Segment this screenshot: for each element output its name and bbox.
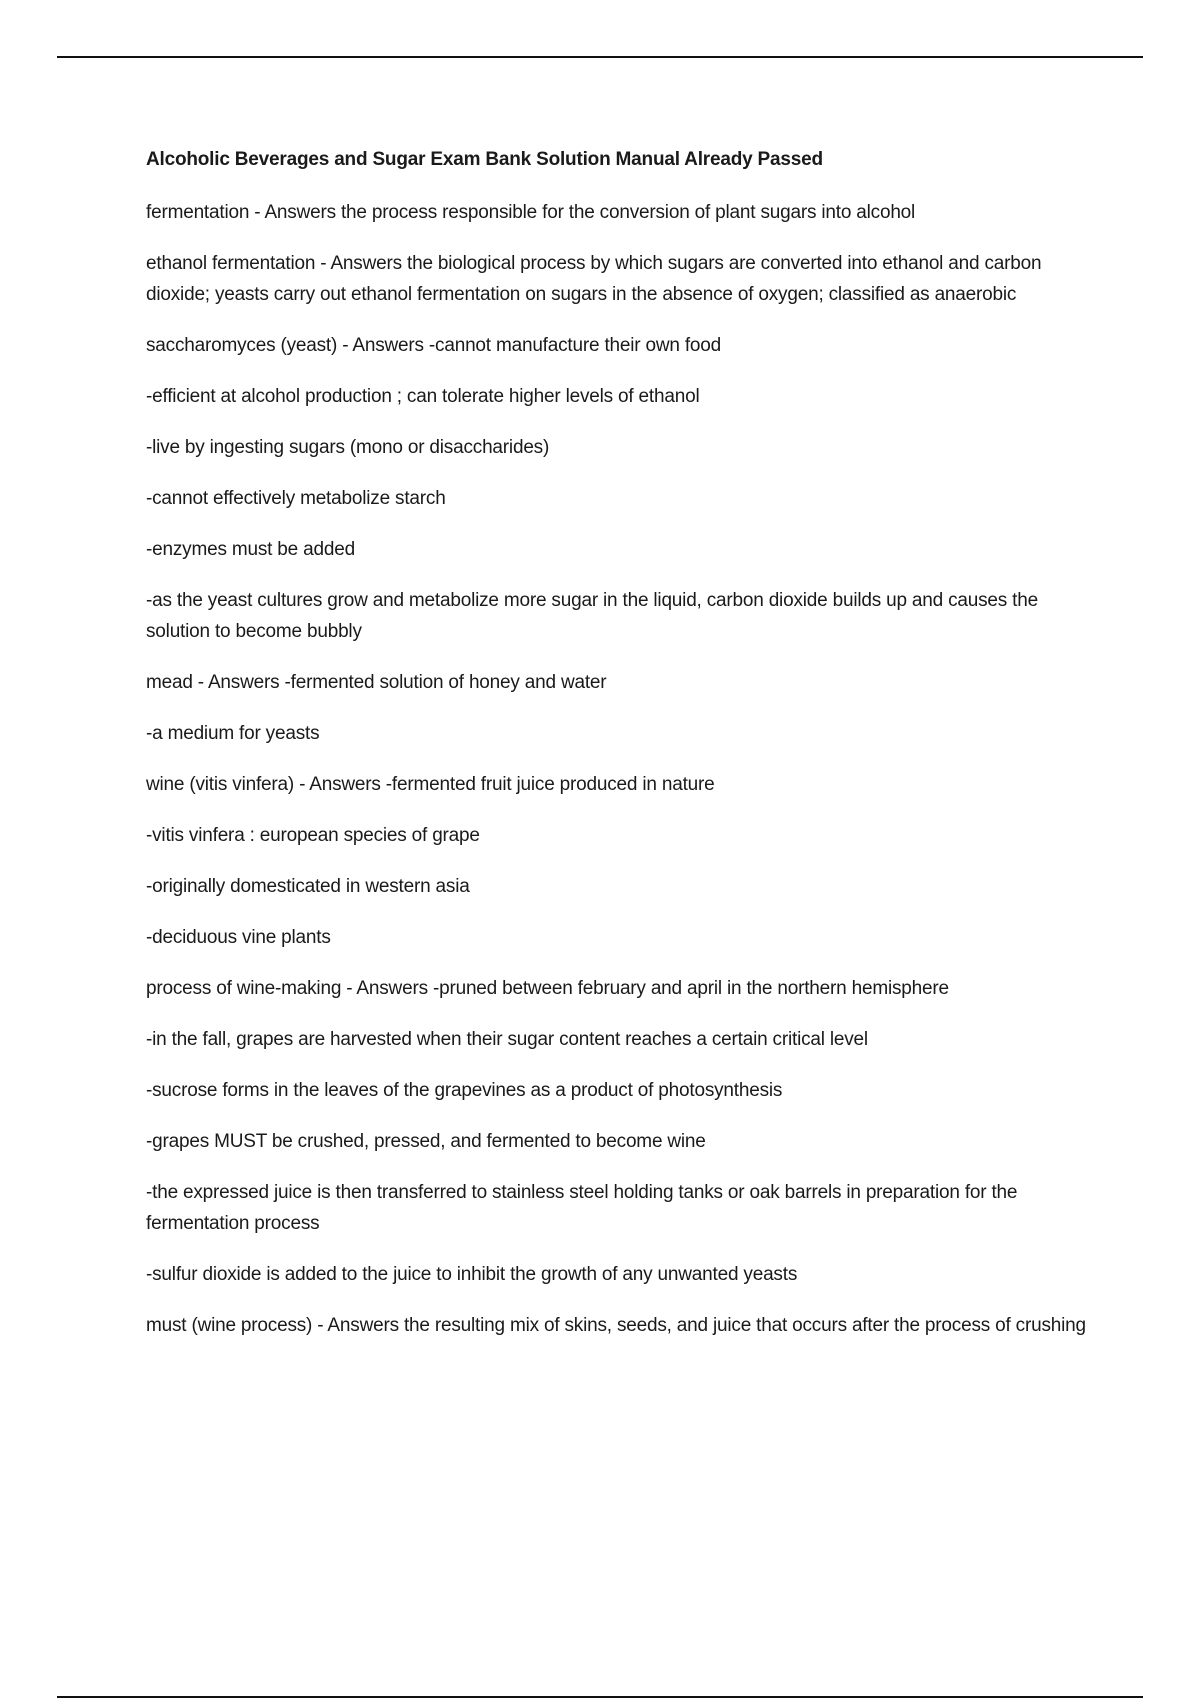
paragraph-yeast-efficient: -efficient at alcohol production ; can tolerate higher levels of ethanol xyxy=(146,386,700,407)
paragraph-expressed-juice: -the expressed juice is then transferred to stainless steel holding tanks or oak barrels in preparation for the fermentation process xyxy=(146,1182,1018,1234)
header-rule xyxy=(57,56,1143,58)
paragraph-domesticated: -originally domesticated in western asia xyxy=(146,876,470,897)
paragraph-harvest: -in the fall, grapes are harvested when their sugar content reaches a certain critical level xyxy=(146,1029,868,1050)
paragraph-sulfur-dioxide: -sulfur dioxide is added to the juice to inhibit the growth of any unwanted yeasts xyxy=(146,1264,798,1285)
paragraph-vitis-vinfera: -vitis vinfera : european species of grape xyxy=(146,825,480,846)
paragraph-crushed: -grapes MUST be crushed, pressed, and fermented to become wine xyxy=(146,1131,706,1152)
paragraph-mead: mead - Answers -fermented solution of honey and water xyxy=(146,672,607,693)
paragraph-yeast-cultures: -as the yeast cultures grow and metabolize more sugar in the liquid, carbon dioxide builds up and causes the solution to become bubbly xyxy=(146,590,1038,642)
paragraph-mead-medium: -a medium for yeasts xyxy=(146,723,320,744)
paragraph-wine-making: process of wine-making - Answers -pruned between february and april in the northern hemisphere xyxy=(146,978,949,999)
footer-rule xyxy=(57,1696,1143,1698)
paragraph-deciduous: -deciduous vine plants xyxy=(146,927,331,948)
document-title: Alcoholic Beverages and Sugar Exam Bank Solution Manual Already Passed xyxy=(146,149,823,170)
document-body xyxy=(146,145,1096,1361)
paragraph-saccharomyces: saccharomyces (yeast) - Answers -cannot manufacture their own food xyxy=(146,335,722,356)
paragraph-wine: wine (vitis vinfera) - Answers -fermented fruit juice produced in nature xyxy=(146,774,715,795)
paragraph-must: must (wine process) - Answers the resulting mix of skins, seeds, and juice that occurs after the process of crushing xyxy=(146,1315,1086,1336)
paragraph-fermentation: fermentation - Answers the process responsible for the conversion of plant sugars into alcohol xyxy=(146,202,916,223)
paragraph-ethanol-fermentation: ethanol fermentation - Answers the biological process by which sugars are converted into ethanol and carbon dioxide; yeasts carry out ethanol fermentation on sugars in the absence of oxygen; classified as anaerobic xyxy=(146,253,1042,305)
paragraph-yeast-sugars: -live by ingesting sugars (mono or disaccharides) xyxy=(146,437,550,458)
paragraph-enzymes: -enzymes must be added xyxy=(146,539,355,560)
paragraph-sucrose: -sucrose forms in the leaves of the grapevines as a product of photosynthesis xyxy=(146,1080,783,1101)
paragraph-yeast-starch: -cannot effectively metabolize starch xyxy=(146,488,446,509)
